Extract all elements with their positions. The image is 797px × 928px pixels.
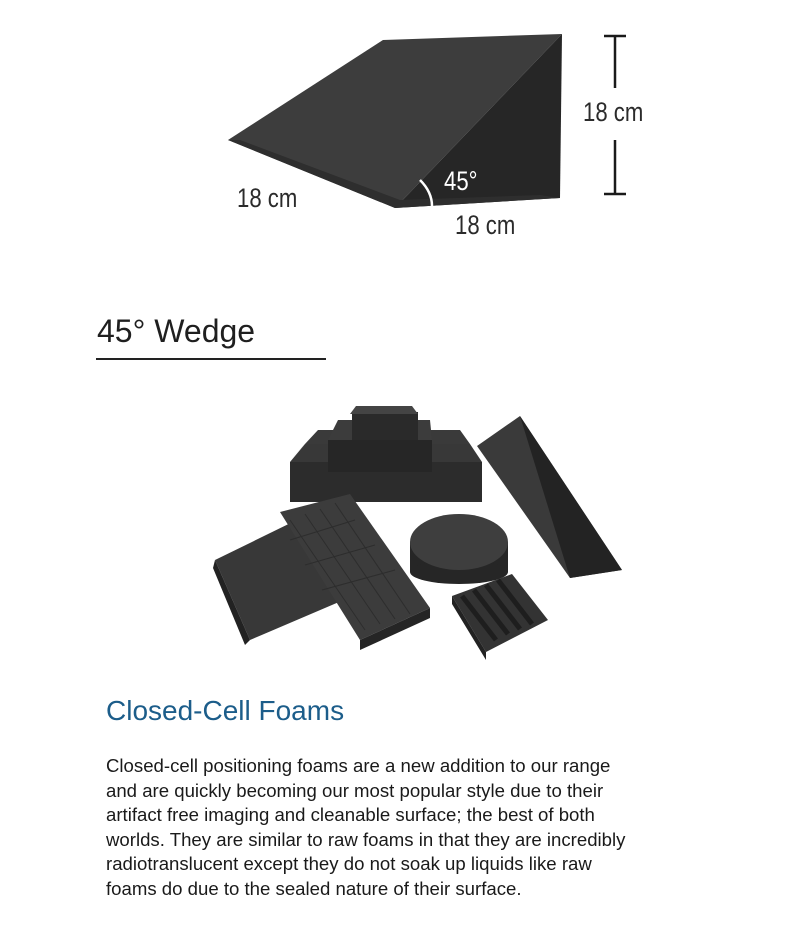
body-line: and are quickly becoming our most popular style due to their [106,779,604,801]
foam-disc [410,514,508,584]
depth-label: 18 cm [237,183,298,213]
wedge-diagram [0,0,797,260]
base-label: 18 cm [455,210,516,240]
body-line: radiotranslucent except they do not soak up liquids like raw [106,853,592,875]
body-line: artifact free imaging and cleanable surface; the best of both [106,804,595,826]
body-line: Closed-cell positioning foams are a new addition to our range [106,755,611,776]
foam-ridged-block [452,574,548,660]
angle-label: 45° [444,166,478,196]
foam-textured-slab [213,494,430,650]
wedge-title: 45° Wedge [97,313,256,349]
height-label: 18 cm [583,97,644,127]
section-heading: Closed-Cell Foams [106,695,345,726]
foam-stacked-blocks [328,406,432,472]
section-body [106,754,746,902]
foams-photo [200,390,640,670]
body-line: foams do due to the sealed nature of their surface. [106,877,522,899]
body-line: worlds. They are similar to raw foams in that they are incredibly [106,828,626,850]
wedge-title-underline [96,358,326,360]
